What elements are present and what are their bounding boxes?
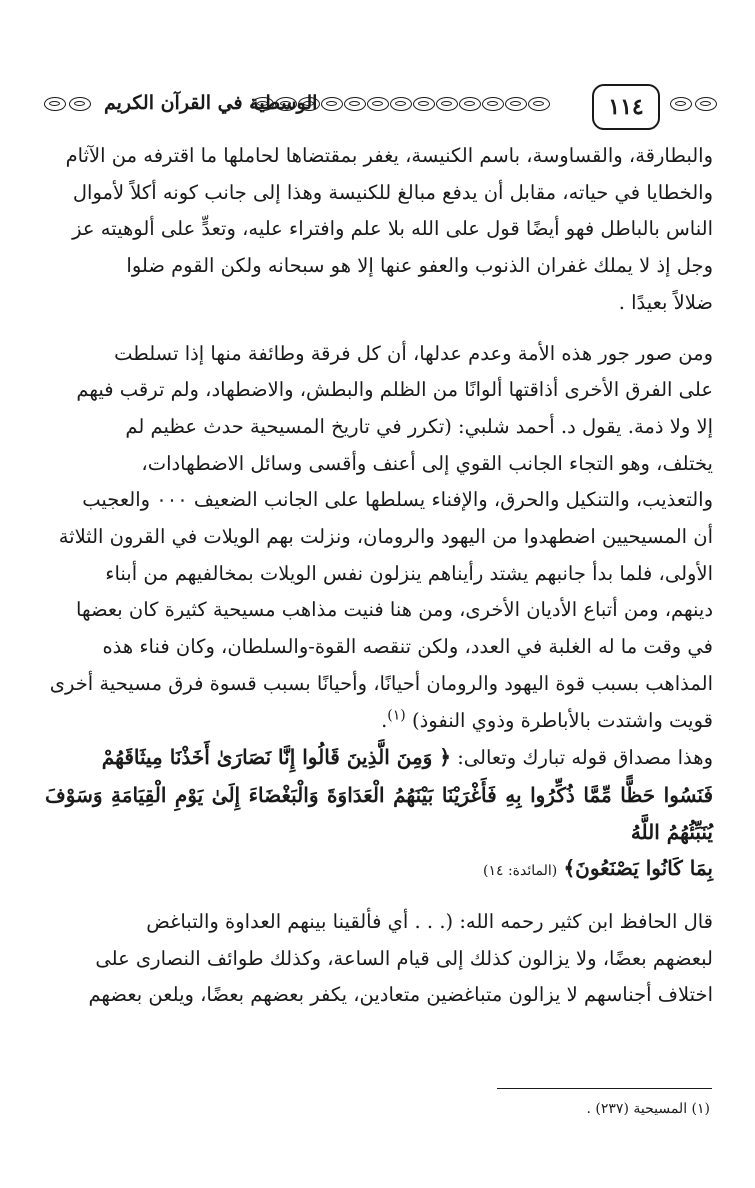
text-fragment: وهذا مصداق قوله تبارك وتعالى: [457, 746, 713, 770]
ornament-icon [459, 97, 481, 111]
ornament-icon [367, 97, 389, 111]
ornament-icon [695, 97, 717, 111]
text-line: قال الحافظ ابن كثير رحمه الله: (. . . أي فألقينا بينهم العداوة والتباغض [146, 910, 713, 934]
text-line: والتعذيب، والتنكيل والحرق، والإفناء يسلطها على الجانب الضعيف ٠٠٠ والعجيب [82, 488, 713, 512]
text-line: أن المسيحيين اضطهدوا من اليهود والرومان، ونزلت بهم الويلات في القرون الثلاثة [58, 525, 713, 549]
running-title: الوسطية في القرآن الكريم [104, 92, 318, 114]
ornament-icon [390, 97, 412, 111]
ornament-icon [528, 97, 550, 111]
quran-verse: فَنَسُوا حَظًّا مِّمَّا ذُكِّرُوا بِهِ فَأَغْرَيْنَا بَيْنَهُمُ الْعَدَاوَةَ وَالْبَغْضَاءَ إِلَىٰ يَوْمِ الْقِيَامَةِ وَسَوْفَ يُنَبِّئُهُمُ اللَّهُ [45, 782, 713, 844]
text-line: لبعضهم بعضًا، ولا يزالون كذلك إلى قيام الساعة، وكذلك طوائف النصارى على [95, 946, 713, 970]
text-line: دينهم، ومن أتباع الأديان الأخرى، ومن هنا فنيت مذاهب مسيحية كثيرة كان بعضها [76, 598, 713, 622]
text-line: اختلاف أجناسهم لا يزالون متباغضين متعادين، يكفر بعضهم بعضًا، ويلعن بعضهم [88, 983, 713, 1007]
verse-reference: (المائدة: ١٤) [482, 863, 558, 880]
ornament-icon [505, 97, 527, 111]
ornament-icon [321, 97, 343, 111]
quran-verse: ﴿ وَمِنَ الَّذِينَ قَالُوا إِنَّا نَصَارَىٰ أَخَذْنَا مِيثَاقَهُمْ [101, 745, 452, 770]
quran-verse: بِمَا كَانُوا يَصْنَعُونَ﴾ [563, 856, 713, 881]
footnote-divider [497, 1088, 712, 1089]
ornament-icon [344, 97, 366, 111]
ornament-icon [69, 97, 91, 111]
text-line: على الفرق الأخرى أذاقتها ألوانًا من الظلم والبطش، والاضطهاد، ولم ترقب فيهم [76, 378, 713, 402]
text-line: في وقت ما له الغلبة في العدد، ولكن تنقصه القوة-والسلطان، وكان فناء هذه [102, 635, 713, 659]
header-ornament-right [670, 97, 722, 113]
text-line: وجل إذ لا يملك غفران الذنوب والعفو عنها إلا هو سبحانه ولكن القوم ضلوا [126, 254, 713, 278]
text-line: والخطايا في حياته، مقابل أن يدفع مبالغ للكنيسة وهذا إلى جانب كونه أكلاً لأموال [72, 180, 713, 204]
text-line: يختلف، وهو التجاء الجانب القوي إلى أعنف وأقسى وسائل الاضطهادات، [141, 451, 713, 475]
text-fragment: . [381, 708, 388, 732]
text-line [45, 703, 713, 740]
ornament-icon [482, 97, 504, 111]
ornament-icon [44, 97, 66, 111]
page-header [30, 82, 730, 134]
text-line: والبطارقة، والقساوسة، باسم الكنيسة، يغفر بمقتضاها لحاملها ما اقترفه من الآثام [65, 144, 713, 167]
body-text [45, 138, 713, 1014]
header-ornament-left [44, 97, 96, 113]
text-line [45, 850, 713, 890]
ornament-icon [436, 97, 458, 111]
page-number: ١١٤ [592, 84, 660, 130]
text-line: الناس بالباطل فهو أيضًا قول على الله بلا علم وافتراء عليه، وتعدٍّ على ألوهيته عز [72, 217, 713, 241]
footnote-marker: (١) [387, 707, 406, 724]
text-line [45, 739, 713, 777]
ornament-icon [413, 97, 435, 111]
text-line: المذاهب بسبب قوة اليهود والرومان أحيانًا، وأحيانًا بسبب قسوة فرق مسيحية أخرى [49, 671, 713, 695]
text-line: إلا ولا ذمة. يقول د. أحمد شلبي: (تكرر في تاريخ المسيحية حدث عظيم لم [125, 414, 713, 438]
text-line: ضلالاً بعيدًا . [618, 290, 713, 314]
text-line: ومن صور جور هذه الأمة وعدم عدلها، أن كل فرقة وطائفة منها إذا تسلطت [114, 341, 713, 365]
text-fragment: قويت واشتدت بالأباطرة وذوي النفوذ) [411, 708, 713, 732]
footnote: (١) المسيحية (٢٣٧) . [586, 1101, 710, 1117]
ornament-icon [670, 97, 692, 111]
text-line: الأولى، فلما بدأ جانبهم يشتد رأيناهم ينزلون نفس الويلات بمخالفيهم من أبناء [105, 561, 713, 585]
